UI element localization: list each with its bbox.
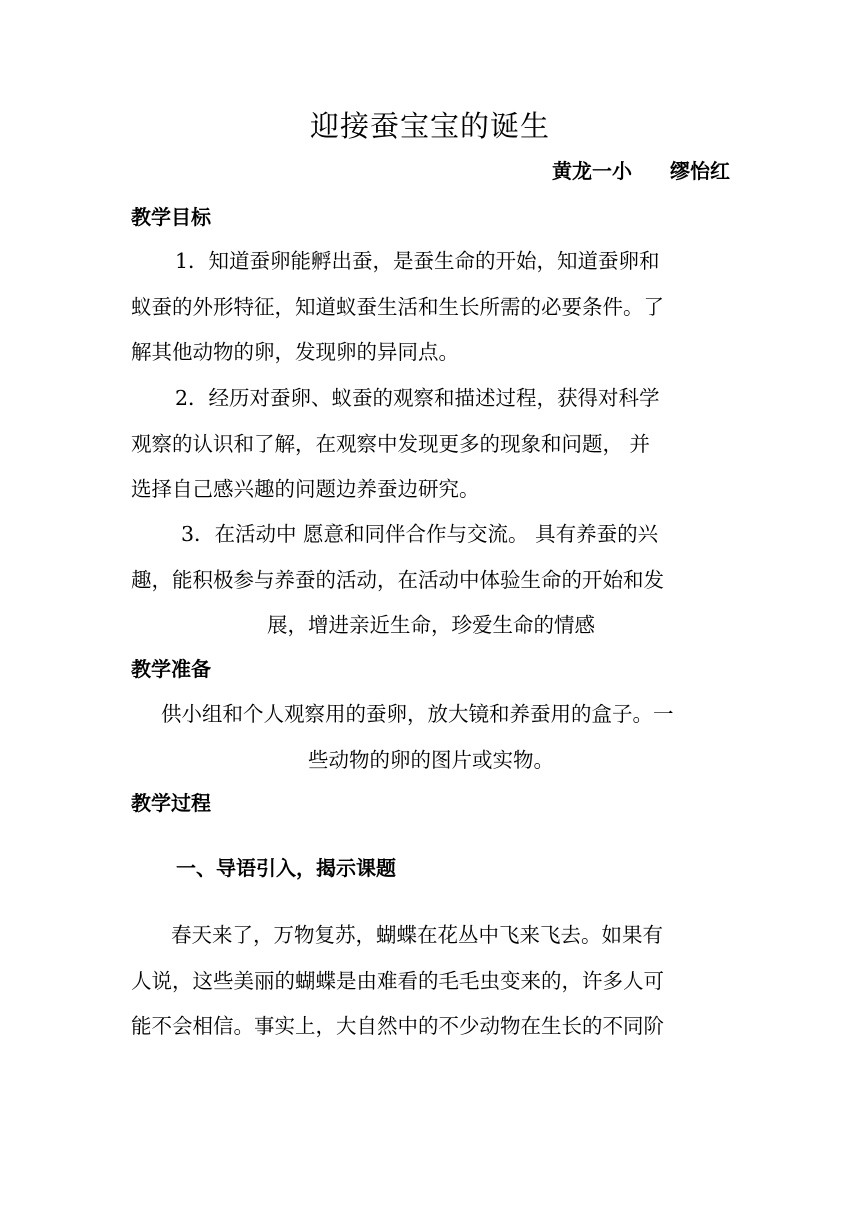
objective-2-line-3: 选择自己感兴趣的问题边养蚕边研究。 [131,477,480,501]
author-name: 缪怡红 [670,159,730,183]
objective-3-line-1: 3．在活动中 愿意和同伴合作与交流。 具有养蚕的兴 [181,522,659,546]
objective-1-line-2: 蚁蚕的外形特征，知道蚁蚕生活和生长所需的必要条件。了 [131,294,664,319]
process-line-3: 能不会相信。事实上，大自然中的不少动物在生长的不同阶 [131,1014,664,1038]
document-title: 迎接蚕宝宝的诞生 [309,109,550,143]
preparation-text [131,692,731,783]
objective-item-3 [131,512,731,649]
process-text [131,913,731,1050]
objectives-heading: 教学目标 [131,205,211,229]
preparation-heading: 教学准备 [131,657,211,681]
author-line [440,157,730,185]
objective-3-line-3: 展，增进亲近生命，珍爱生命的情感 [267,613,595,637]
author-school: 黄龙一小 [552,159,632,183]
objective-3-line-2: 趣，能积极参与养蚕的活动，在活动中体验生命的开始和发 [131,567,664,592]
preparation-line-2: 些动物的卵的图片或实物。 [308,747,554,772]
process-heading: 教学过程 [131,791,211,815]
objective-2-line-1: 2．经历对蚕卵、蚁蚕的观察和描述过程，获得对科学 [175,386,660,410]
process-line-2: 人说，这些美丽的蝴蝶是由难看的毛毛虫变来的，许多人可 [131,968,664,993]
process-line-1: 春天来了，万物复苏，蝴蝶在花丛中飞来飞去。如果有 [171,923,663,947]
objective-item-1 [131,239,731,376]
objective-1-line-1: 1．知道蚕卵能孵出蚕，是蚕生命的开始，知道蚕卵和 [175,249,660,273]
objective-item-2 [131,376,731,513]
objective-1-line-3: 解其他动物的卵，发现卵的异同点。 [131,340,459,364]
process-subheading: 一、导语引入，揭示课题 [176,856,396,880]
preparation-line-1: 供小组和个人观察用的蚕卵，放大镜和养蚕用的盒子。一 [161,702,674,726]
objective-2-line-2: 观察的认识和了解，在观察中发现更多的现象和问题， 并 [131,431,651,456]
